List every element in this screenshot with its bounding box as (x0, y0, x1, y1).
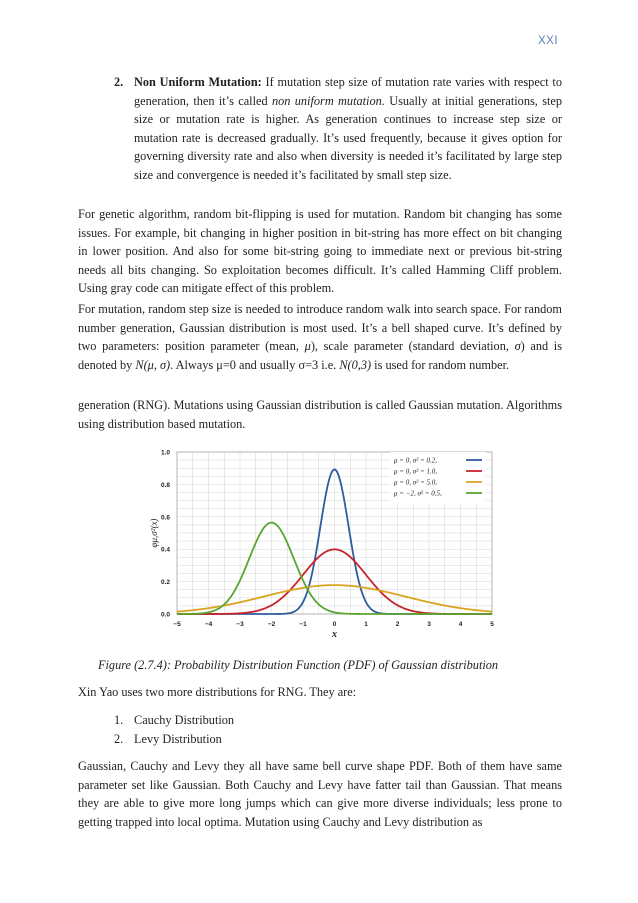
legend-label: μ = −2, σ² = 0.5, (394, 489, 442, 498)
list-number: 2. (114, 75, 124, 89)
x-tick-label: 3 (427, 621, 431, 628)
y-tick-label: 0.4 (160, 546, 170, 554)
body-text: . Always μ=0 and usually σ=3 i.e. (170, 357, 340, 372)
body-text: is used for random number. (371, 357, 510, 372)
term-title: Non Uniform Mutation: (134, 75, 262, 89)
legend-label: μ = 0, σ² = 0.2, (394, 456, 438, 465)
distribution-list (114, 711, 234, 749)
paragraph-cauchy-levy: Gaussian, Cauchy and Levy they all have same bell curve shape PDF. Both of them have same parameter set like Gaussian. Both Cauchy and Levy have fatter tail than Gaussian. That means they are able to give more long jumps which can give more diverse individuals; less prone to getting trapped into local optima. Mutation using Cauchy and Levy distribution as (78, 759, 562, 829)
x-tick-label: 5 (490, 621, 494, 628)
gaussian-pdf-chart (148, 444, 498, 644)
body-text: ) and is denoted by (78, 339, 563, 372)
emphasis-text: non uniform mutation. (271, 93, 385, 108)
list-number: 2. (114, 732, 124, 746)
paragraph-gaussian (78, 300, 562, 374)
x-tick-label: −5 (173, 621, 181, 628)
x-tick-label: −3 (236, 621, 244, 628)
list-item (114, 730, 234, 749)
x-tick-label: −2 (267, 621, 276, 628)
list-item-non-uniform-mutation (114, 73, 562, 185)
math-expression: N(0,3) (339, 357, 372, 372)
x-tick-label: 0 (332, 621, 337, 628)
x-tick-label: −1 (299, 621, 307, 628)
y-axis-label: φμ,σ²(x) (149, 518, 159, 548)
body-text: ), scale parameter (standard deviation, (310, 339, 515, 354)
paragraph-bit-flipping: For genetic algorithm, random bit-flipping is used for mutation. Random bit changing has some issues. For example, bit changing in higher position in bit-string has more effect on bit changing in lower position. And also for some bit-string going to immediate next or previous bit-string needs all bits changing. So exploitation becomes difficult. It’s called Hamming Cliff problem. Using gray code can mitigate effect of this problem. (78, 207, 562, 296)
y-tick-label: 0.8 (160, 481, 170, 489)
x-tick-label: 2 (395, 621, 400, 628)
math-expression: N(μ, σ) (135, 357, 171, 372)
math-symbol: μ (304, 339, 311, 354)
x-tick-label: 1 (364, 621, 368, 628)
y-tick-label: 0.6 (160, 514, 170, 522)
list-item-body (134, 73, 562, 185)
math-symbol: σ (514, 339, 521, 354)
page-number: XXI (538, 35, 559, 47)
y-tick-label: 1.0 (160, 449, 170, 457)
y-tick-label: 0.2 (160, 579, 170, 587)
list-label: Levy Distribution (134, 732, 222, 746)
body-text: If mutation step size of mutation rate varies with respect to generation, then it’s called (134, 75, 562, 108)
x-tick-label: −4 (204, 621, 213, 628)
y-tick-label: 0.0 (160, 611, 170, 619)
list-item (114, 711, 234, 730)
chart-svg (148, 444, 498, 644)
list-number: 1. (114, 713, 124, 727)
legend-label: μ = 0, σ² = 1.0, (394, 467, 438, 476)
x-tick-label: 4 (458, 621, 463, 628)
body-text: For mutation, random step size is needed to introduce random walk into search space. For random number generation, Gaussian distribution is most used. It’s a bell shaped curve. It’s defined by two parameters: position parameter (mean, (78, 302, 562, 354)
legend-label: μ = 0, σ² = 5.0, (394, 478, 438, 487)
body-text: Usually at initial generations, step size or mutation rate is higher. As generation continues to increase step size or mutation rate is decreased gradually. It’s used frequently, because it gives option for governing diversity rate and also when diversity is needed it’s facilitated by large step size and convergence is needed it’s facilitated by small step size. (134, 93, 563, 182)
figure-caption: Figure (2.7.4): Probability Distribution Function (PDF) of Gaussian distribution (98, 658, 499, 672)
paragraph-rng: generation (RNG). Mutations using Gaussian distribution is called Gaussian mutation. Algorithms using distribution based mutation. (78, 398, 562, 431)
paragraph-xin-yao: Xin Yao uses two more distributions for RNG. They are: (78, 685, 357, 699)
x-axis-label: x (332, 629, 337, 640)
list-label: Cauchy Distribution (134, 713, 235, 727)
